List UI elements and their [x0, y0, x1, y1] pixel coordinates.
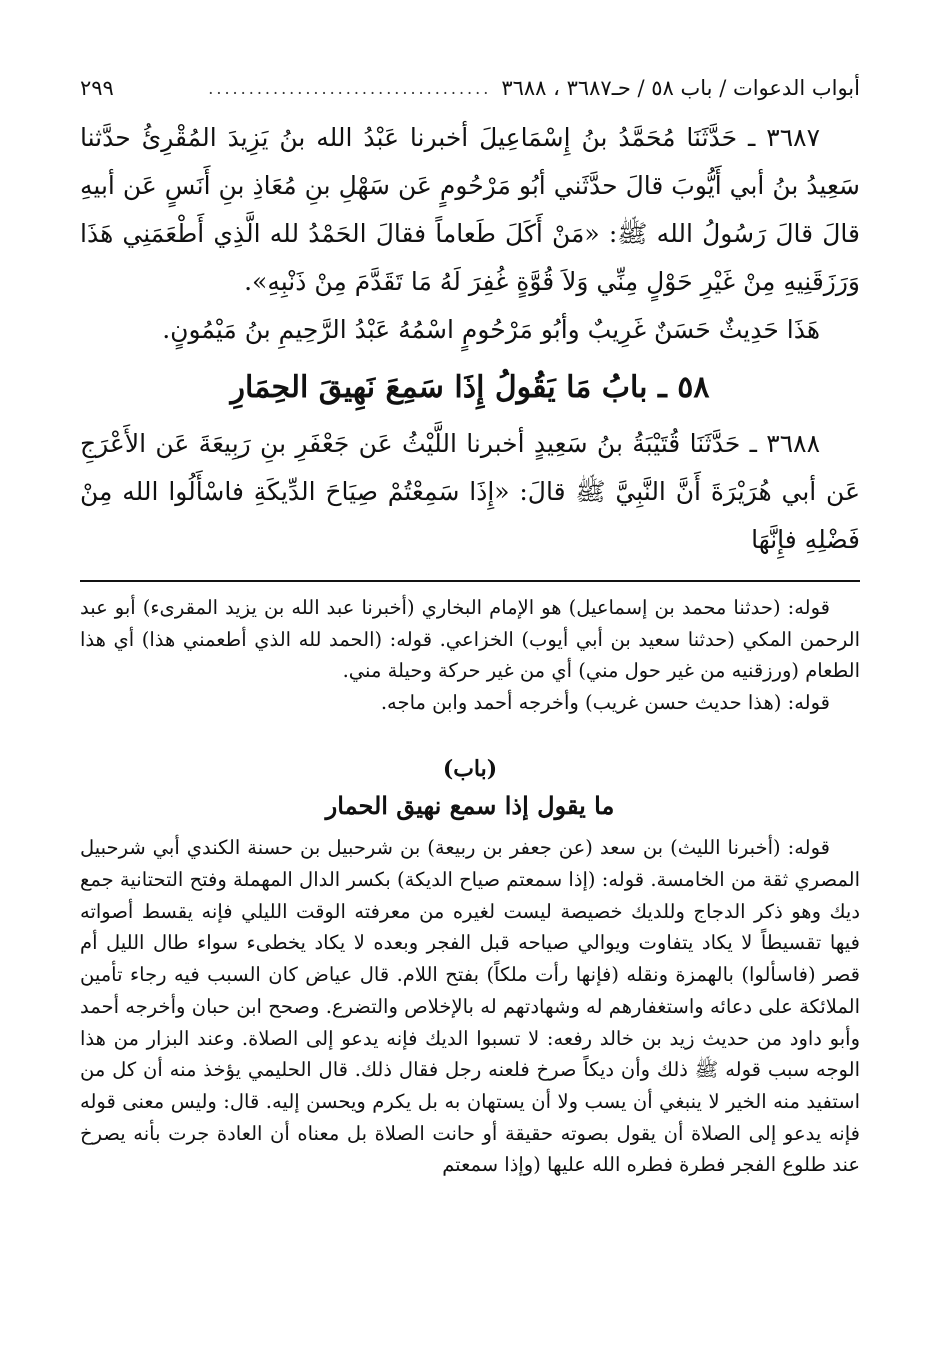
- hadith-grade-note: هَذَا حَدِيثٌ حَسَنٌ غَرِيبٌ وأبُو مَرْحُومٍ اسْمُهُ عَبْدُ الرَّحِيمِ بنُ مَيْمُونٍ.: [162, 315, 820, 344]
- running-header: [80, 70, 860, 106]
- commentary-paragraph: قوله: (أخبرنا الليث) بن سعد (عن جعفر بن ربيعة) بن شرحبيل بن حسنة الكندي أبي شرحبيل المصري ثقة من الخامسة. قوله: (إذا سمعتم صياح الديكة) بكسر الدال المهملة وفتح التحتانية جمع ديك وهو ذكر الدجاج وللديك خصيصة ليست لغيره من معرفته الوقت الليلي فإنه يقسط أصواته فيها تقسيطاً لا يكاد يتفاوت ويوالي صياحه قبل الفجر وبعده لا يكاد يخطىء سواء طال الليل أم قصر (فاسألوا) بالهمزة ونقله (فإنها رأت ملكاً) بفتح اللام. قال عياض كان السبب فيه رجاء تأمين الملائكة على دعائه واستغفارهم له وشهادتهم له بالإخلاص والتضرع. وصحح ابن حبان وأخرجه أحمد وأبو داود من حديث زيد بن خالد رفعه: لا تسبوا الديك فإنه يدعو إلى الصلاة. وعند البزار من هذا الوجه سبب قوله ﷺ ذلك وأن ديكاً صرخ فلعنه رجل فقال ذلك. قال الحليمي يؤخذ منه أن كل من استفيد منه الخير لا ينبغي أن يسب ولا أن يستهان به بل يكرم ويحسن إليه. قال: وليس معنى قوله فإنه يدعو إلى الصلاة أن يقول بصوته حقيقة أو حانت الصلاة بل معناه أن العادة جرت بأنه يصرخ عند طلوع الفجر فطرة فطره الله عليها (وإذا سمعتم: [80, 836, 860, 1177]
- page: [80, 70, 860, 1181]
- leader-dots: ...................................: [208, 78, 492, 98]
- commentary-sub-heading: ما يقول إذا سمع نهيق الحمار: [325, 791, 615, 821]
- commentary-paragraph: قوله: (حدثنا محمد بن إسماعيل) هو الإمام البخاري (أخبرنا عبد الله بن يزيد المقرىء) أبو عبد الرحمن المكي (حدثنا سعيد بن أبي أيوب) الخزاعي. قوله: (الحمد لله الذي أطعمني هذا) أي هذا الطعام (ورزقنيه من غير حول مني) أي من غير حركة وحيلة مني.: [80, 596, 860, 683]
- chapter-heading: ٥٨ ـ بابُ مَا يَقُولُ إِذَا سَمِعَ نَهِيقَ الحِمَارِ: [230, 370, 710, 405]
- hadith-3688: ٣٦٨٨ ـ حَدَّثَنَا قُتَيْبَةُ بنُ سَعِيدٍ أخبرنا اللَّيْثُ عَن جَعْفَرِ بنِ رَبِيعَةَ عَن الأَعْرَجِ عَن أبي هُرَيْرَةَ أَنَّ النَّبِيَّ ﷺ قالَ: «إِذَا سَمِعْتُمْ صِيَاحَ الدِّيكَةِ فاسْأَلُوا الله مِنْ فَضْلِهِ فإِنَّهَا: [80, 429, 860, 554]
- commentary-sub-heading: (باب): [442, 756, 498, 783]
- commentary-block: [80, 592, 860, 826]
- running-header-title: أبواب الدعوات / باب ٥٨ / حـ٣٦٨٧ ، ٣٦٨٨: [501, 76, 860, 100]
- commentary-block-lower: [80, 832, 860, 1181]
- commentary-paragraph: قوله: (هذا حديث حسن غريب) وأخرجه أحمد وابن ماجه.: [380, 690, 830, 714]
- hadith-3687: ٣٦٨٧ ـ حَدَّثَنَا مُحَمَّدُ بنُ إِسْمَاعِيلَ أخبرنا عَبْدُ الله بنُ يَزِيدَ المُقْرِئُ حدَّثنا سَعِيدُ بنُ أبي أَيُّوبَ قالَ حدَّثَني أبُو مَرْحُومٍ عَن سَهْلِ بنِ مُعَاذِ بنِ أَنَسٍ عَن أبيهِ قالَ قالَ رَسُولُ الله ﷺ: «مَنْ أَكَلَ طَعاماً فقالَ الحَمْدُ لله الَّذِي أَطْعَمَنِي هَذَا وَرَزَقَنِيهِ مِنْ غَيْرِ حَوْلٍ مِنِّي وَلاَ قُوَّةٍ غُفِرَ لَهُ مَا تَقَدَّمَ مِنْ ذَنْبِهِ».: [80, 123, 860, 296]
- page-number: ٢٩٩: [80, 76, 114, 100]
- hadith-text-block: [80, 114, 860, 564]
- commentary-divider: [80, 580, 860, 582]
